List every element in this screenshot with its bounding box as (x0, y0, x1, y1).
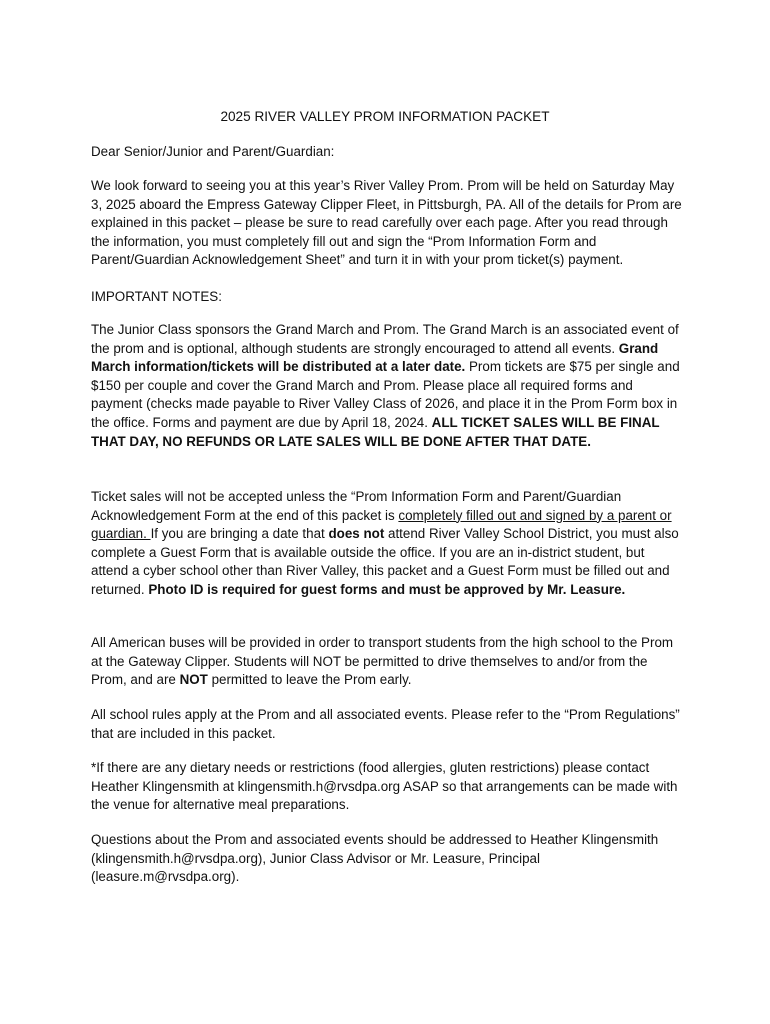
signature-requirement: completely filled out and signed by a parent or guardian. (91, 507, 672, 542)
junior-class-text-2: Prom tickets are $75 per single and $150 per couple and cover the Grand March and Prom. Please place all required forms and payment (checks made payable to River Valley Class of 2026, and place it in the Prom Form box in the office. Forms and payment are due by April 18, 2024. (91, 359, 680, 430)
buses-text-2: permitted to leave the Prom early. (207, 672, 412, 688)
junior-class-paragraph (91, 321, 683, 451)
salutation: Dear Senior/Junior and Parent/Guardian: (91, 144, 335, 159)
grand-march-notice: Grand March information/tickets will be distributed at a later date. (91, 340, 659, 375)
questions-paragraph: Questions about the Prom and associated events should be addressed to Heather Klingensmith (klingensmith.h@rvsdpa.org), Junior Class Advisor or Mr. Leasure, Principal (leasure.m@rvsdpa.org). (91, 832, 659, 885)
not-emphasis: NOT (179, 672, 208, 688)
junior-class-text-1: The Junior Class sponsors the Grand March and Prom. The Grand March is an associated event of the prom and is optional, although students are strongly encouraged to attend all events. (91, 322, 679, 356)
ticket-sales-paragraph (91, 488, 683, 600)
does-not-emphasis: does not (328, 526, 385, 542)
ticket-sales-text-1: Ticket sales will not be accepted unless the “Prom Information Form and Parent/Guardian Acknowledgement Form at the end of this packet is (91, 489, 622, 523)
document-title: 2025 RIVER VALLEY PROM INFORMATION PACKET (220, 109, 550, 124)
photo-id-notice: Photo ID is required for guest forms and must be approved by Mr. Leasure. (148, 581, 626, 597)
buses-paragraph (91, 634, 683, 690)
important-notes-heading: IMPORTANT NOTES: (91, 289, 222, 304)
ticket-sales-text-2: If you are bringing a date that (150, 526, 329, 542)
school-rules-paragraph: All school rules apply at the Prom and all associated events. Please refer to the “Prom Regulations” that are included in this packet. (91, 707, 680, 741)
intro-paragraph: We look forward to seeing you at this year’s River Valley Prom. Prom will be held on Saturday May 3, 2025 aboard the Empress Gateway Clipper Fleet, in Pittsburgh, PA. All of the details for Prom are explained in this packet – please be sure to read carefully over each page. After you read through the information, you must completely fill out and sign the “Prom Information Form and Parent/Guardian Acknowledgement Sheet” and turn it in with your prom ticket(s) payment. (91, 178, 682, 268)
ticket-sales-text-3: attend River Valley School District, you must also complete a Guest Form that is available outside the office. If you are an in-district student, but attend a cyber school other than River Valley, this packet and a Guest Form must be filled out and returned. (91, 526, 679, 597)
dietary-paragraph: *If there are any dietary needs or restrictions (food allergies, gluten restrictions) please contact Heather Klingensmith at klingensmith.h@rvsdpa.org ASAP so that arrangements can be made with the venue for alternative meal preparations. (91, 760, 678, 813)
buses-text-1: All American buses will be provided in order to transport students from the high school to the Prom at the Gateway Clipper. Students will NOT be permitted to drive themselves to and/or from the Prom, and are (91, 635, 674, 688)
final-sales-notice: ALL TICKET SALES WILL BE FINAL THAT DAY, NO REFUNDS OR LATE SALES WILL BE DONE AFTER THAT DATE. (91, 414, 660, 449)
